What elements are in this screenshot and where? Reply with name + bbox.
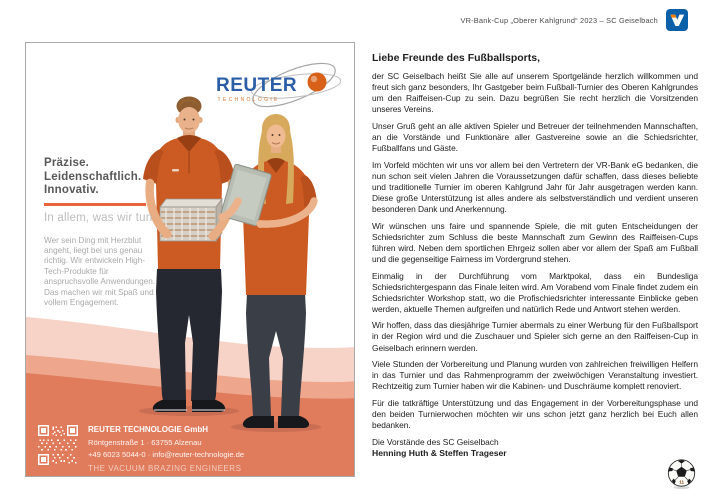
letter-paragraph: Unser Gruß geht an alle aktiven Spieler und Betreuer der teilnehmenden Mannschaften, an die Vorstände und Funktionäre aller Gastvereine sowie an die Schiedsrichter, Fußballfans und Gäste. (372, 120, 698, 154)
letter-closing: Die Vorstände des SC Geiselbach (372, 436, 499, 447)
company-address: Röntgenstraße 1 · 63755 Alzenau (88, 437, 202, 447)
company-name: REUTER TECHNOLOGIE GmbH (88, 425, 209, 434)
ad-body-text: Wer sein Ding mit Herzblut angeht, liegt bei uns genau richtig. Wir entwickeln High-Tech-Produkte für anspruchsvolle Anwendungen. Das machen wir mit Spaß und vollem Engagement. (44, 235, 156, 307)
ad-headline-line2: Leidenschaftlich. (44, 170, 142, 183)
letter-paragraph: Im Vorfeld möchten wir uns vor allem bei den Vertretern der VR-Bank eG bedanken, die nun schon seit vielen Jahren die Voraussetzungen dafür schaffen, dass dieses beliebte und traditionelle Turnier im oberen Kahlgrund Jahr für Jahr ausgetragen werden kann. Diese große Unterstützung ist alles andere als selbstverständlich und verdient unseren besonderen Dank und Anerkennung. (372, 159, 698, 215)
header-title: VR-Bank-Cup „Oberer Kahlgrund“ 2023 – SC Geiselbach (460, 15, 658, 25)
ad-footer-text (88, 425, 244, 473)
letter-paragraph: Wir wünschen uns faire und spannende Spiele, die mit guten Entscheidungen der Schiedsrichter zum Schluss die beste Mannschaft zum Gewinn des Raiffeisen-Cups führen wird. Neben dem sportlichen Ehrgeiz sollen aber vor allem der Spaß am Fußball und die gegenseitige Fairness im Vordergrund stehen. (372, 220, 698, 264)
ad-headline-line3: Innovativ. (44, 184, 99, 196)
soccer-ball-icon (666, 458, 697, 490)
letter-paragraph: Für die tatkräftige Unterstützung und das Engagement in der Vorbereitungsphase und den beiden Turnierwochen möchten wir uns schon jetzt ganz herzlich bei Euch allen bedanken. (372, 397, 698, 431)
ad-subheadline: In allem, was wir tun (44, 211, 153, 224)
page-header (460, 9, 688, 31)
ad-copy (44, 157, 164, 308)
reuter-sub-wordmark: TECHNOLOGIE (217, 97, 280, 103)
reuter-advertisement (25, 42, 355, 477)
letter-paragraph: Viele Stunden der Vorbereitung und Planung wurden von zahlreichen freiwilligen Helfern in das Turnier und das Rahmenprogramm der zweiwöchigen Veranstaltung investiert. Rechtzeitig zum Turnier haben wir die Kabinen- und Duschräume komplett renoviert. (372, 359, 698, 392)
vr-bank-logo-icon (666, 9, 688, 31)
qr-code-icon (38, 425, 78, 465)
letter-paragraph: Einmalig in der Durchführung vom Marktpokal, dass ein Bundesliga Schiedsrichtergespann das Finale leiten wird. Am Vorabend vom Finale findet zudem ein Schiedsrichter Workshop statt, wo die Profischiedsrichter interessante Einblicke geben werden, aktuelle Themen aufgreifen und natürlich Rede und Antwort stehen werden. (372, 270, 698, 314)
letter-signature: Henning Huth & Steffen Trageser (372, 447, 507, 458)
ball-number: 11 (679, 479, 685, 485)
letter-paragraph: Wir hoffen, dass das diesjährige Turnier abermals zu einer Werbung für den Fußballsport in der Region wird und die Zuschauer und Spieler sich gerne an den Raiffeisen-Cup in Geiselbach erinnern werden. (372, 320, 698, 353)
reuter-wordmark: REUTER (216, 75, 298, 96)
ad-footer (38, 425, 244, 473)
reuter-technologie-logo (214, 57, 342, 117)
accent-divider (44, 203, 146, 206)
letter-body (372, 52, 698, 458)
company-contact: +49 6023 5044-0 · info@reuter-technologie.de (88, 450, 245, 459)
letter-salutation: Liebe Freunde des Fußballsports, (372, 52, 541, 64)
letter-paragraph: der SC Geiselbach heißt Sie alle auf unserem Sportgelände herzlich willkommen und freut sich ganz besonders, Ihr Gastgeber beim Fußball-Turnier des Oberen Kahlgrundes um den Raiffeisen-Cup zu sein. Dazu begrüßen Sie recht herzlich die Vorsitzenden unseres Vereins. (372, 71, 698, 115)
ad-headline-line1: Präzise. (44, 157, 90, 169)
company-slogan: THE VACUUM BRAZING ENGINEERS (88, 464, 242, 473)
